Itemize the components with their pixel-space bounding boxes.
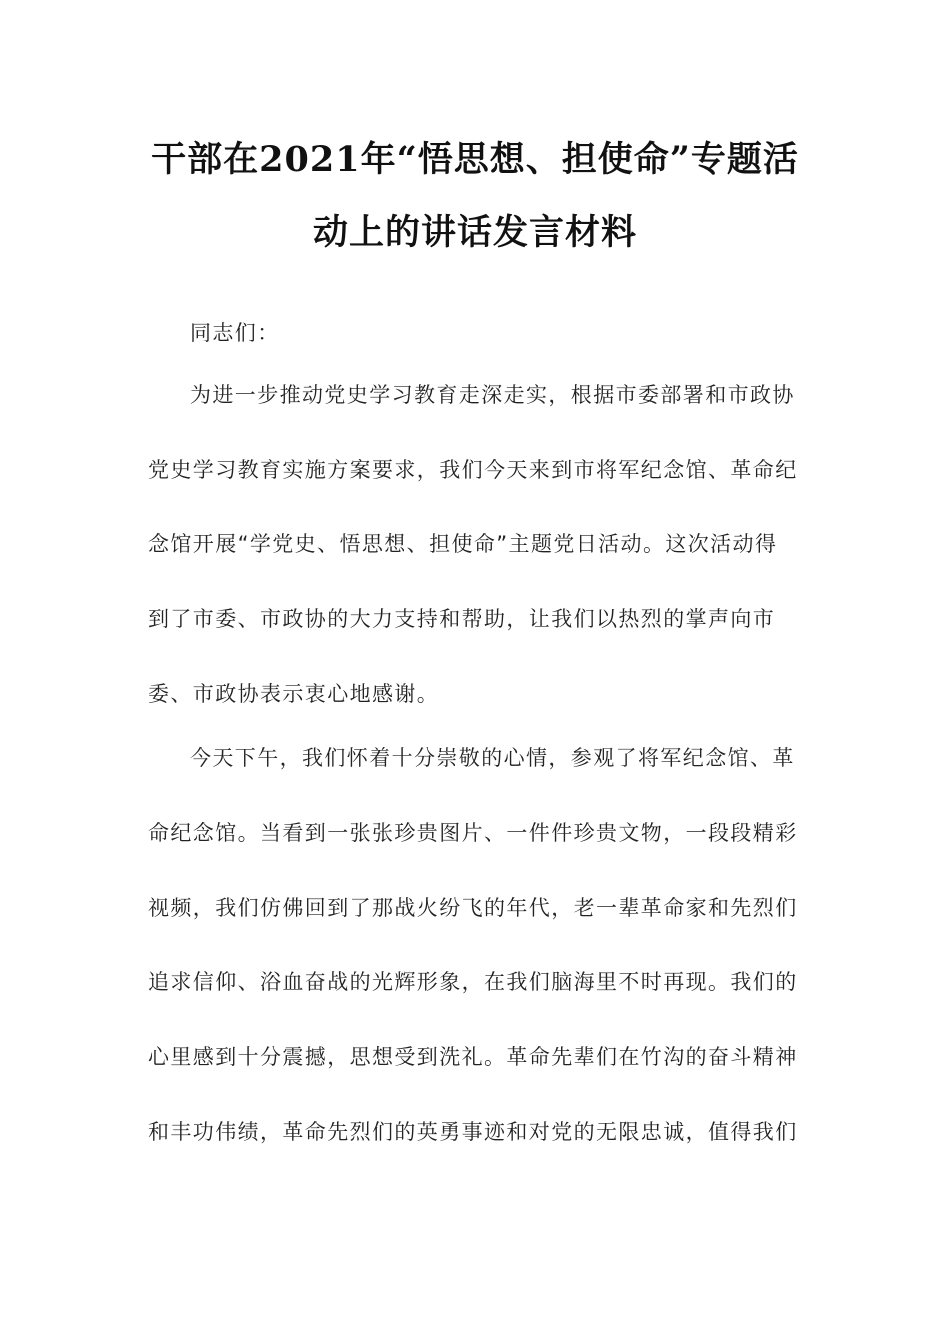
paragraph-2-line-1: 今天下午，我们怀着十分崇敬的心情，参观了将军纪念馆、革 (190, 746, 795, 770)
paragraph-1-line-3: 念馆开展“学党史、悟思想、担使命”主题党日活动。这次活动得 (148, 532, 778, 556)
paragraph-1-line-2: 党史学习教育实施方案要求，我们今天来到市将军纪念馆、革命纪 (148, 458, 798, 482)
paragraph-1-line-4: 到了市委、市政协的大力支持和帮助，让我们以热烈的掌声向市 (148, 607, 776, 631)
paragraph-2-line-6: 和丰功伟绩，革命先烈们的英勇事迹和对党的无限忠诚，值得我们 (148, 1120, 798, 1144)
paragraph-1-line-5: 委、市政协表示衷心地感谢。 (148, 682, 440, 706)
salutation: 同志们： (190, 321, 280, 345)
paragraph-1-line-1: 为进一步推动党史学习教育走深走实，根据市委部署和市政协 (190, 383, 795, 407)
paragraph-2-line-4: 追求信仰、浴血奋战的光辉形象，在我们脑海里不时再现。我们的 (148, 970, 798, 994)
paragraph-2-line-5: 心里感到十分震撼，思想受到洗礼。革命先辈们在竹沟的奋斗精神 (148, 1045, 798, 1069)
document-title-line-1: 干部在2021年“悟思想、担使命”专题活 (151, 139, 799, 180)
paragraph-2-line-3: 视频，我们仿佛回到了那战火纷飞的年代，老一辈革命家和先烈们 (148, 896, 798, 920)
document-title-line-2: 动上的讲话发言材料 (312, 212, 637, 253)
paragraph-2-line-2: 命纪念馆。当看到一张张珍贵图片、一件件珍贵文物，一段段精彩 (148, 821, 798, 845)
